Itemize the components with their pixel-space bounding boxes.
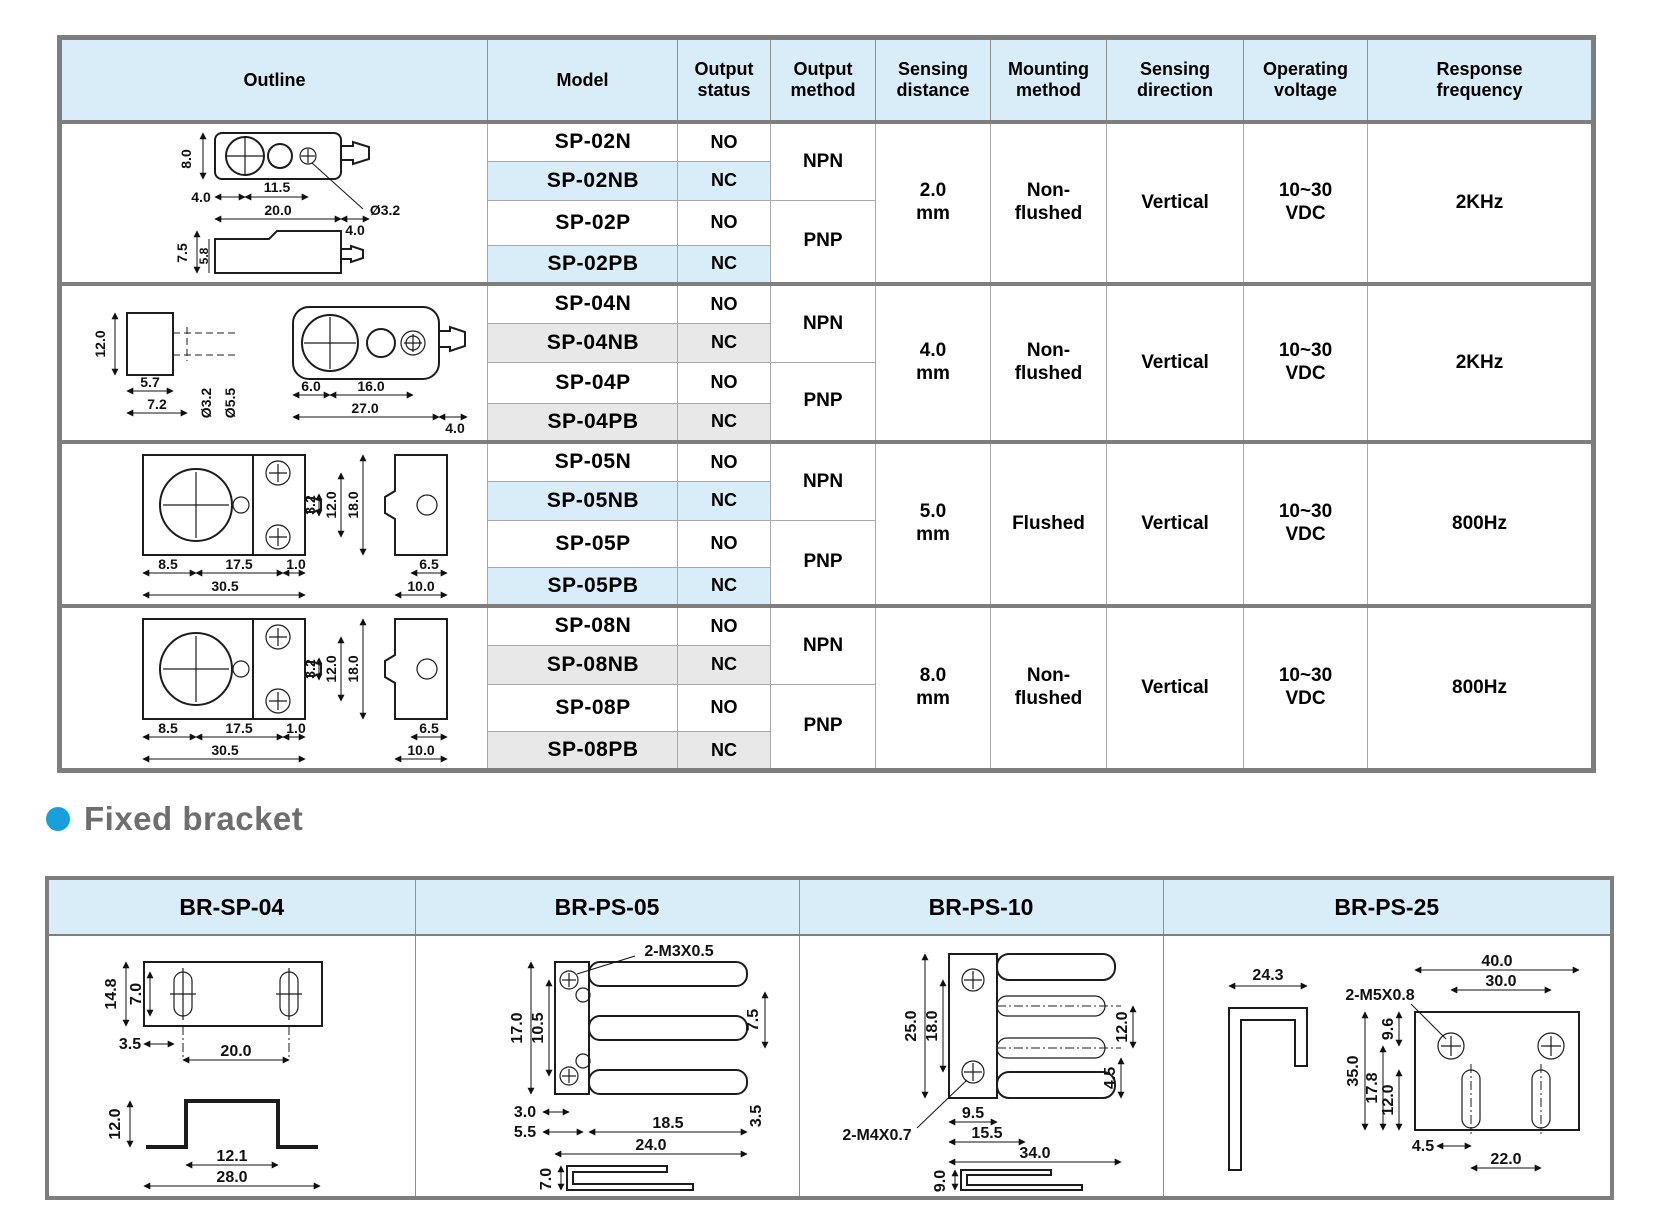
outline-drawing-sp02 [60, 122, 488, 284]
dim-label: 8.0 [177, 149, 194, 169]
dim-label: 18.0 [344, 655, 361, 683]
dim-label: 15.5 [971, 1125, 1003, 1142]
dim-label: 11.5 [263, 179, 290, 195]
column-header-output-status [678, 38, 771, 123]
dim-label: 40.0 [1481, 953, 1513, 970]
column-header-outline [60, 38, 488, 123]
voltage-unit: VDC [1285, 524, 1326, 545]
dim-label: 8.5 [157, 720, 178, 736]
operating-voltage-cell [1244, 442, 1368, 606]
mounting-method-cell [991, 442, 1107, 606]
distance-value: 8.0 [919, 665, 947, 687]
dim-label: 20.0 [263, 202, 292, 218]
dim-label: 14.8 [102, 978, 120, 1010]
profile-view [538, 1166, 693, 1190]
model-cell: SP-02NB [488, 161, 678, 200]
table-row [60, 122, 1594, 161]
bracket-header-br-ps-10: BR-PS-10 [799, 878, 1163, 935]
response-frequency-cell: 800Hz [1368, 442, 1594, 606]
voltage-range: 10~30 [1278, 665, 1333, 687]
output-status-cell: NO [678, 200, 771, 245]
output-method-cell: PNP [771, 362, 876, 442]
dim-label: 3.5 [748, 1104, 765, 1128]
mounting-method-cell [991, 606, 1107, 771]
dim-label: 10.0 [406, 742, 435, 758]
model-cell: SP-08PB [488, 732, 678, 771]
column-header-output-method [771, 38, 876, 123]
dim-label: 12.1 [216, 1148, 248, 1165]
voltage-range: 10~30 [1278, 180, 1333, 202]
voltage-range: 10~30 [1278, 501, 1333, 523]
sensing-direction-cell: Vertical [1107, 122, 1244, 284]
side-view [385, 619, 447, 759]
output-status-cell: NO [678, 362, 771, 403]
sensing-distance-cell [876, 122, 991, 284]
bullet-icon [46, 807, 70, 831]
mounting-method-value: Non-flushed [1014, 180, 1083, 224]
dim-label: Ø3.2 [197, 387, 214, 419]
bracket-cell-br-ps-10 [799, 935, 1163, 1198]
output-status-cell: NC [678, 245, 771, 284]
output-method-cell: NPN [771, 122, 876, 200]
bracket-header-br-sp-04: BR-SP-04 [47, 878, 415, 935]
header-label: Sensing direction [1136, 59, 1213, 100]
sensing-direction-cell: Vertical [1107, 284, 1244, 442]
front-view [143, 619, 321, 719]
dim-label: 12.0 [1114, 1011, 1131, 1043]
dim-label: 30.0 [1485, 973, 1517, 990]
operating-voltage-cell [1244, 606, 1368, 771]
dim-label: 5.7 [139, 374, 160, 390]
dim-label: 30.5 [210, 742, 239, 758]
bracket-drawings-row [47, 935, 1612, 1198]
header-label: Output status [694, 59, 754, 100]
mounting-method-value: Flushed [1012, 512, 1085, 534]
bracket-cell-br-sp-04 [47, 935, 415, 1198]
fork-view [917, 954, 1121, 1128]
plate-view [1411, 1004, 1579, 1134]
specifications-table [57, 35, 1596, 773]
dim-label: 25.0 [903, 1010, 920, 1042]
mounting-method-value: Non-flushed [1014, 340, 1083, 384]
dimensions-bottom [143, 720, 306, 759]
spec-table-section [57, 35, 1596, 773]
column-header-mounting-method [991, 38, 1107, 123]
dimensions-right [302, 619, 363, 719]
output-status-cell: NO [678, 284, 771, 323]
dim-label: 35.0 [1344, 1055, 1362, 1087]
output-method-cell: PNP [771, 200, 876, 284]
profile-view [932, 1170, 1082, 1192]
fixed-bracket-heading [46, 800, 303, 838]
dimensions-bottom [143, 556, 306, 595]
table-row [60, 606, 1594, 645]
model-cell: SP-04P [488, 362, 678, 403]
mounting-method-value: Non-flushed [1014, 665, 1083, 709]
dim-label: 12.0 [322, 491, 339, 519]
side-view [127, 313, 235, 375]
sp05-outline-diagram [65, 445, 485, 603]
output-status-cell: NO [678, 520, 771, 567]
dim-label: 18.5 [652, 1115, 684, 1132]
dim-label: 17.5 [224, 720, 253, 736]
bracket-table-section [45, 876, 1614, 1200]
sp08-outline-diagram [65, 609, 485, 767]
dim-label: 16.0 [356, 378, 385, 394]
outline-drawing-sp08 [60, 606, 488, 771]
model-cell: SP-08P [488, 684, 678, 732]
front-view [293, 307, 465, 379]
dim-label: 1.0 [285, 556, 306, 572]
distance-value: 2.0 [919, 180, 947, 202]
dim-label: 20.0 [220, 1043, 252, 1060]
dim-label: 4.0 [190, 189, 211, 205]
dim-label: 7.0 [538, 1167, 555, 1191]
dim-label: 6.5 [418, 720, 439, 736]
dim-label: 4.0 [444, 420, 465, 436]
voltage-unit: VDC [1285, 363, 1326, 384]
operating-voltage-cell [1244, 284, 1368, 442]
output-method-cell: NPN [771, 606, 876, 684]
distance-unit: mm [916, 688, 950, 709]
bracket-cell-br-ps-05 [415, 935, 799, 1198]
dim-label: Ø5.5 [221, 387, 238, 419]
dim-label: 5.8 [196, 247, 211, 265]
outline-drawing-sp04 [60, 284, 488, 442]
side-bracket-view [1229, 967, 1307, 1170]
dim-label: 4.5 [1102, 1066, 1119, 1090]
sp02-outline-diagram [65, 125, 485, 281]
model-cell: SP-04PB [488, 403, 678, 442]
side-view [385, 455, 447, 595]
thread-label: 2-M5X0.8 [1345, 987, 1415, 1004]
dim-label: Ø3.2 [369, 202, 400, 218]
distance-unit: mm [916, 203, 950, 224]
dim-label: 10.5 [530, 1012, 547, 1044]
response-frequency-cell: 2KHz [1368, 284, 1594, 442]
dim-label: 17.5 [224, 556, 253, 572]
dim-label: 6.0 [300, 378, 321, 394]
output-status-cell: NC [678, 645, 771, 684]
dimensions-front [293, 378, 467, 436]
model-cell: SP-08N [488, 606, 678, 645]
model-cell: SP-05NB [488, 481, 678, 520]
column-header-response-frequency [1368, 38, 1594, 123]
voltage-unit: VDC [1285, 203, 1326, 224]
voltage-range: 10~30 [1278, 340, 1333, 362]
output-method-cell: PNP [771, 684, 876, 771]
dim-label: 7.5 [745, 1008, 762, 1032]
model-cell: SP-08NB [488, 645, 678, 684]
dim-label: 3.5 [118, 1036, 141, 1053]
thread-label: 2-M3X0.5 [644, 943, 714, 960]
dim-label: 34.0 [1019, 1145, 1051, 1162]
mounting-method-cell [991, 284, 1107, 442]
br-ps-05-diagram [417, 940, 797, 1192]
header-label: Outline [243, 69, 306, 90]
output-method-cell: PNP [771, 520, 876, 606]
distance-unit: mm [916, 363, 950, 384]
dim-label: 7.0 [127, 982, 145, 1006]
mounting-method-cell [991, 122, 1107, 284]
response-frequency-cell: 2KHz [1368, 122, 1594, 284]
front-view [143, 455, 321, 555]
output-status-cell: NO [678, 442, 771, 481]
column-header-operating-voltage [1244, 38, 1368, 123]
dim-label: 7.5 [173, 243, 190, 263]
thread-label: 2-M4X0.7 [842, 1127, 912, 1144]
output-method-cell: NPN [771, 284, 876, 362]
bracket-cell-br-ps-25 [1163, 935, 1612, 1198]
bracket-table [45, 876, 1614, 1200]
sensing-distance-cell [876, 606, 991, 771]
dim-label: 4.0 [344, 222, 365, 238]
dim-label: 22.0 [1490, 1151, 1522, 1168]
dim-label: 1.0 [285, 720, 306, 736]
dim-label: 24.3 [1252, 967, 1284, 984]
br-ps-10-diagram [801, 940, 1161, 1192]
header-label: Sensing distance [896, 59, 970, 100]
bracket-header-br-ps-05: BR-PS-05 [415, 878, 799, 935]
dim-label: 17.8 [1363, 1072, 1381, 1104]
header-row [60, 38, 1594, 123]
dim-label: 12.0 [106, 1108, 124, 1140]
sensing-direction-cell: Vertical [1107, 606, 1244, 771]
output-status-cell: NO [678, 606, 771, 645]
header-label: Model [556, 69, 609, 90]
dim-label: 12.0 [1379, 1084, 1397, 1116]
output-status-cell: NO [678, 122, 771, 161]
dim-label: 17.0 [509, 1012, 526, 1044]
table-row [60, 284, 1594, 323]
dim-label: 12.0 [322, 655, 339, 683]
outline-drawing-sp05 [60, 442, 488, 606]
model-cell: SP-05N [488, 442, 678, 481]
fork-view [555, 956, 747, 1094]
output-status-cell: NC [678, 481, 771, 520]
sensing-distance-cell [876, 442, 991, 606]
column-header-model [488, 38, 678, 123]
bracket-header-br-ps-25: BR-PS-25 [1163, 878, 1612, 935]
dim-label: 30.5 [210, 578, 239, 594]
dim-label: 6.5 [418, 556, 439, 572]
sensing-direction-cell: Vertical [1107, 442, 1244, 606]
distance-unit: mm [916, 524, 950, 545]
model-cell: SP-02P [488, 200, 678, 245]
dim-label: 5.5 [513, 1124, 537, 1141]
sensing-distance-cell [876, 284, 991, 442]
dim-label: 3.2 [301, 495, 318, 515]
model-cell: SP-04NB [488, 323, 678, 362]
header-label: Output method [790, 59, 856, 100]
output-status-cell: NC [678, 732, 771, 771]
column-header-sensing-distance [876, 38, 991, 123]
br-ps-25-diagram [1167, 940, 1607, 1192]
column-header-sensing-direction [1107, 38, 1244, 123]
header-label: Operating voltage [1262, 59, 1348, 100]
bracket-header-row [47, 878, 1612, 935]
operating-voltage-cell [1244, 122, 1368, 284]
header-label: Response frequency [1436, 59, 1523, 100]
dim-label: 3.0 [513, 1104, 537, 1121]
dim-label: 24.0 [635, 1137, 667, 1154]
dim-label: 18.0 [344, 491, 361, 519]
distance-value: 5.0 [919, 501, 947, 523]
header-label: Mounting method [1008, 59, 1089, 100]
side-view [174, 231, 363, 273]
dimensions-right [302, 455, 363, 555]
dim-label: 10.0 [406, 578, 435, 594]
output-status-cell: NC [678, 567, 771, 606]
dim-label: 7.2 [146, 396, 167, 412]
voltage-unit: VDC [1285, 688, 1326, 709]
dim-label: 9.6 [1379, 1017, 1397, 1041]
output-method-cell: NPN [771, 442, 876, 520]
output-status-cell: NO [678, 684, 771, 732]
distance-value: 4.0 [919, 340, 947, 362]
table-row [60, 442, 1594, 481]
dim-label: 3.2 [301, 659, 318, 679]
output-status-cell: NC [678, 323, 771, 362]
model-cell: SP-02N [488, 122, 678, 161]
dim-label: 18.0 [924, 1010, 941, 1042]
response-frequency-cell: 800Hz [1368, 606, 1594, 771]
sp04-outline-diagram [65, 287, 485, 439]
model-cell: SP-02PB [488, 245, 678, 284]
model-cell: SP-04N [488, 284, 678, 323]
dim-label: 27.0 [350, 400, 379, 416]
model-cell: SP-05P [488, 520, 678, 567]
dim-label: 28.0 [216, 1169, 248, 1186]
dim-label: 9.5 [961, 1105, 985, 1122]
dim-label: 4.5 [1411, 1138, 1434, 1155]
br-sp-04-diagram [52, 940, 412, 1192]
section-title: Fixed bracket [84, 800, 304, 837]
top-view [215, 133, 369, 179]
dim-label: 9.0 [932, 1169, 949, 1192]
output-status-cell: NC [678, 161, 771, 200]
dim-label: 12.0 [91, 330, 108, 358]
output-status-cell: NC [678, 403, 771, 442]
profile-view [107, 1101, 320, 1186]
dim-label: 8.5 [157, 556, 178, 572]
model-cell: SP-05PB [488, 567, 678, 606]
